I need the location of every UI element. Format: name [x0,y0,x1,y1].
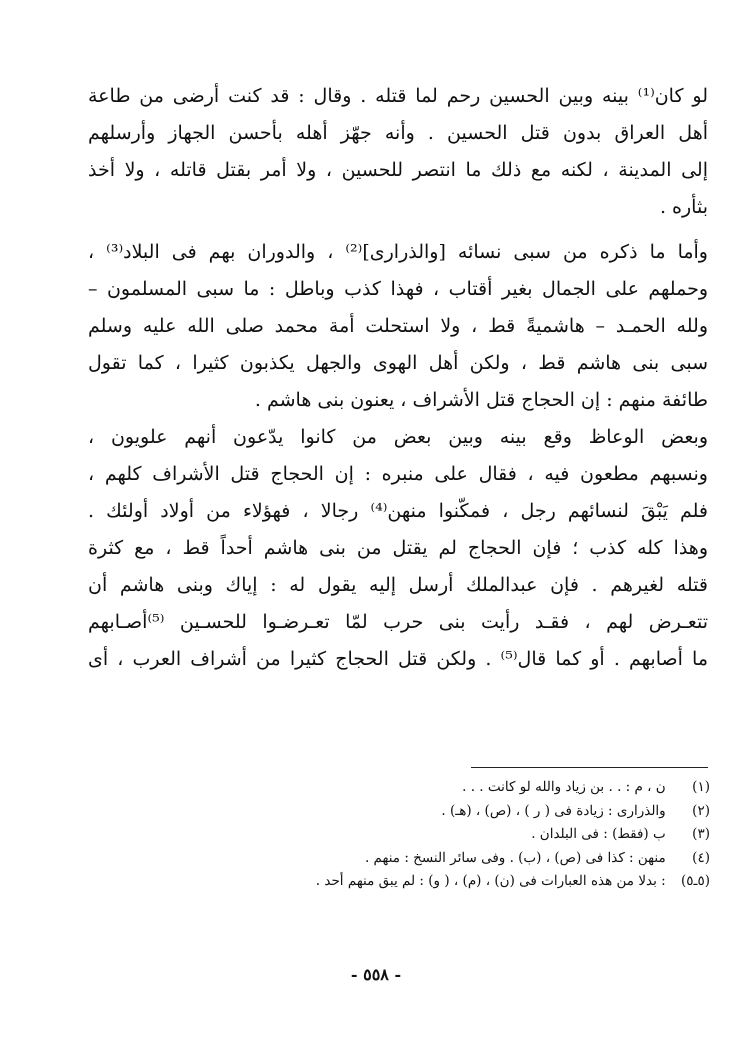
footnote [150,823,710,847]
text-line: قتله لغيرهم . فإن عبدالملك أرسل إليه يقول له : إياك وبنى هاشم أن [88,574,708,596]
main-text [88,78,708,678]
text-line: وأما ما ذكره من سبى نسائه [والذرارى]⁽²⁾ ، والدوران بهم فى البلاد⁽³⁾ ، [88,241,708,263]
footnote-text: ن ، م : . . بن زياد والله لو كانت . . . [462,779,666,795]
footnote [150,800,710,824]
page-number: - ٥٥٨ - [350,965,402,984]
text-line: أهل العراق بدون قتل الحسين . وأنه جهّز أهله بأحسن الجهاز وأرسلهم [88,122,708,144]
footnote-number: (٤) [692,849,710,866]
text-line: ولله الحمـد – هاشميةً قط ، ولا استحلت أمة محمد صلى الله عليه وسلم [88,315,708,337]
footnote-text: والذرارى : زيادة فى ( ر ) ، (ص) ، (هـ) . [441,802,666,819]
footnote-number: (٢) [692,802,710,819]
footnote-number: (١) [692,779,710,795]
footnote-divider [471,767,708,768]
footnote [150,870,710,894]
text-line: وهذا كله كذب ؛ فإن الحجاج لم يقتل من بنى هاشم أحداً قط ، مع كثرة [88,537,708,559]
text-line: فلم يَبْقَ لنسائهم رجل ، فمكّنوا منهن⁽⁴⁾ رجالا ، فهؤلاء من أولاد أولئك . [88,500,708,522]
text-line: تتعـرض لهم ، فقـد رأيت بنى حرب لمّا تعـرضـوا للحسـين ⁽⁵⁾أصـابهم [88,611,708,633]
footnote-number: (٣) [692,826,710,842]
text-line: طائفة منهم : إن الحجاج قتل الأشراف ، يعنون بنى هاشم . [254,389,708,411]
footnote-text: منهن : كذا فى (ص) ، (ب) . وفى سائر النسخ : منهم . [364,849,666,866]
footnote-text: : بدلا من هذه العبارات فى (ن) ، (م) ، ( و) : لم يبق منهم أحد . [315,873,666,889]
text-line: إلى المدينة ، لكنه مع ذلك ما انتصر للحسين ، ولا أمر بقتل قاتله ، ولا أخذ [88,159,708,181]
footnote-text: ب (فقط) : فى البلدان . [531,826,666,842]
footnote [150,776,710,800]
footnotes [150,776,710,894]
text-line: ونسبهم مطعون فيه ، فقال على منبره : إن الحجاج قتل الأشراف كلهم ، [88,463,708,485]
text-line: سبى بنى هاشم قط ، ولكن أهل الهوى والجهل يكذبون كثيرا ، كما تقول [88,352,708,374]
text-line: وحملهم على الجمال بغير أقتاب ، فهذا كذب وباطل : ما سبى المسلمون – [88,278,708,300]
text-line: بثأره . [659,196,708,218]
text-line: لو كان⁽¹⁾ بينه وبين الحسين رحم لما قتله . وقال : قد كنت أرضى من طاعة [88,85,708,107]
footnote-number: (٥ـ٥) [680,873,710,889]
footnote [150,847,710,871]
text-line: وبعض الوعاظ وقع بينه وبين بعض من كانوا يدّعون أنهم علويون ، [88,426,708,448]
text-line: ما أصابهم . أو كما قال⁽⁵⁾ . ولكن قتل الحجاج كثيرا من أشراف العرب ، أى [88,648,708,670]
